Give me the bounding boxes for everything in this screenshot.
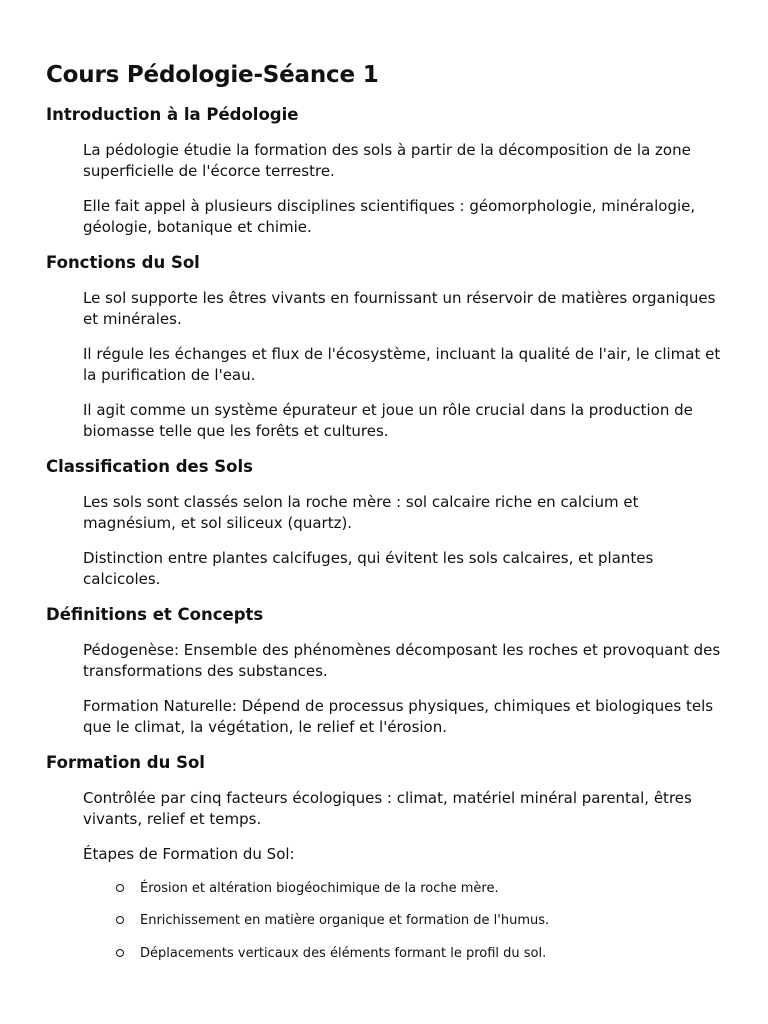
section-heading: Classification des Sols — [46, 457, 253, 476]
paragraph: Le sol supporte les êtres vivants en fournissant un réservoir de matières organiques et minérales. — [83, 289, 716, 328]
list-item — [116, 945, 728, 963]
paragraph: Distinction entre plantes calcifuges, qui évitent les sols calcaires, et plantes calcicoles. — [83, 549, 654, 588]
section-definitions — [46, 604, 728, 737]
paragraph: Étapes de Formation du Sol: — [83, 845, 295, 863]
paragraph: Pédogenèse: Ensemble des phénomènes décomposant les roches et provoquant des transformations des substances. — [83, 641, 721, 680]
section-fonctions — [46, 252, 728, 441]
bullet-list — [116, 880, 728, 963]
paragraph: La pédologie étudie la formation des sols à partir de la décomposition de la zone superficielle de l'écorce terrestre. — [83, 141, 691, 180]
list-item-text: Déplacements verticaux des éléments formant le profil du sol. — [140, 945, 547, 961]
paragraph: Elle fait appel à plusieurs disciplines scientifiques : géomorphologie, minéralogie, géologie, botanique et chimie. — [83, 197, 696, 236]
paragraph: Il régule les échanges et flux de l'écosystème, incluant la qualité de l'air, le climat et la purification de l'eau. — [83, 345, 721, 384]
section-classification — [46, 456, 728, 589]
section-heading: Fonctions du Sol — [46, 253, 200, 272]
section-heading: Définitions et Concepts — [46, 605, 264, 624]
paragraph: Les sols sont classés selon la roche mère : sol calcaire riche en calcium et magnésium, et sol siliceux (quartz). — [83, 493, 639, 532]
hollow-circle-bullet-icon — [116, 884, 124, 892]
section-heading: Introduction à la Pédologie — [46, 105, 299, 124]
paragraph: Il agit comme un système épurateur et joue un rôle crucial dans la production de biomasse telle que les forêts et cultures. — [83, 401, 693, 440]
list-item — [116, 880, 728, 898]
list-item-text: Érosion et altération biogéochimique de la roche mère. — [140, 880, 499, 896]
list-item-text: Enrichissement en matière organique et formation de l'humus. — [140, 913, 550, 928]
paragraph: Formation Naturelle: Dépend de processus physiques, chimiques et biologiques tels que le climat, la végétation, le relief et l'érosion. — [83, 697, 714, 736]
document-title: Cours Pédologie-Séance 1 — [46, 62, 379, 88]
hollow-circle-bullet-icon — [116, 949, 124, 957]
paragraph: Contrôlée par cinq facteurs écologiques : climat, matériel minéral parental, êtres vivants, relief et temps. — [83, 789, 692, 828]
section-formation — [46, 752, 728, 963]
section-heading: Formation du Sol — [46, 753, 205, 772]
list-item — [116, 912, 728, 930]
section-introduction — [46, 104, 728, 237]
hollow-circle-bullet-icon — [116, 916, 124, 924]
